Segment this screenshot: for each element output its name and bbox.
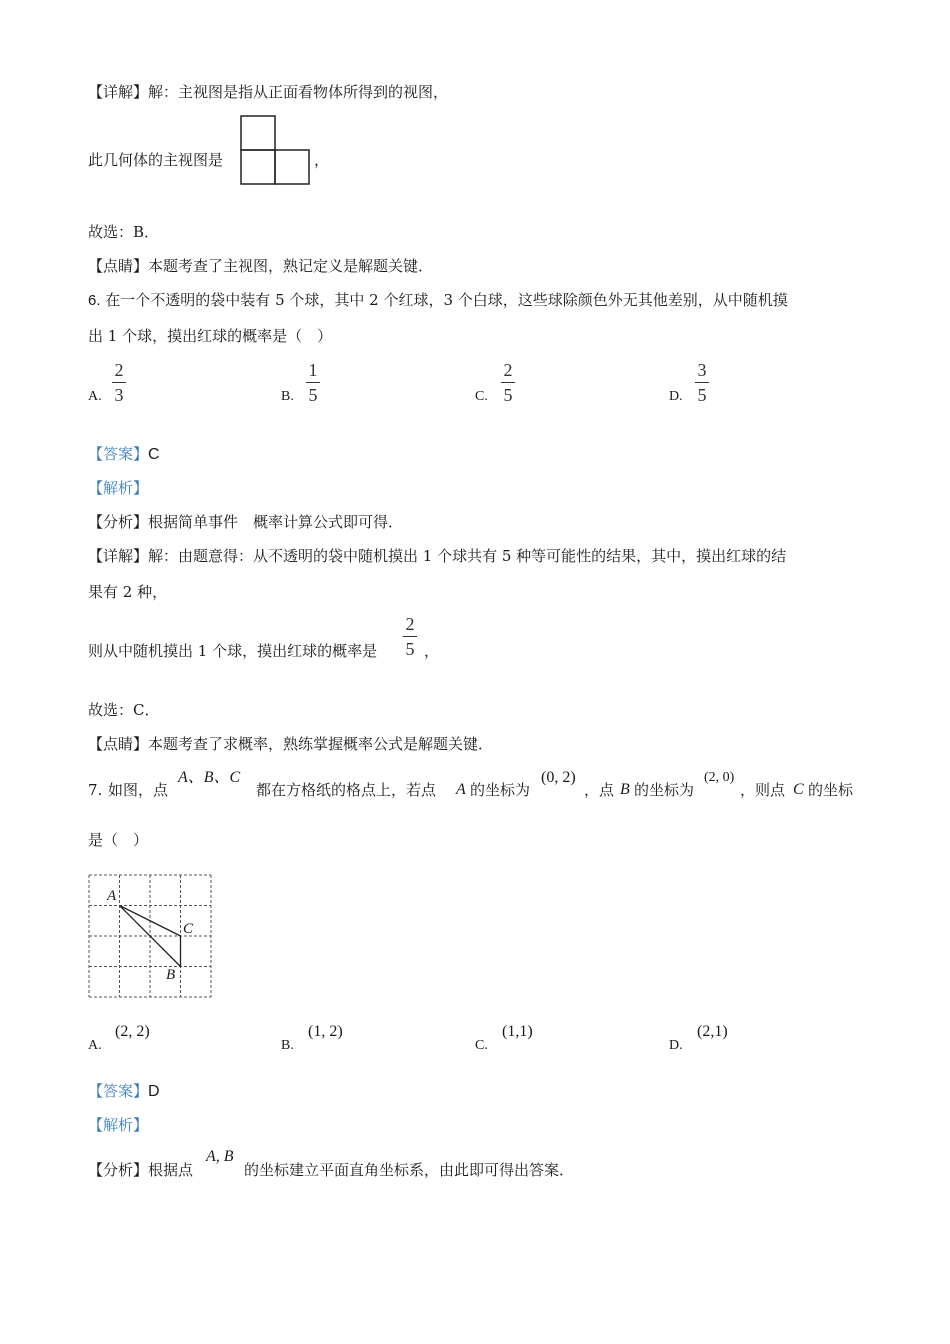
q6-option-b-num: 1 (308, 360, 318, 380)
main-view-prefix: 此几何体的主视图是 (88, 151, 224, 169)
q7-point-a: A (456, 781, 466, 798)
q7-fenxi-label-text (88, 1160, 193, 1180)
q6-detail-line2: 果有 2 种， (88, 583, 168, 601)
q6-option-a-fraction (112, 360, 126, 405)
q7-stem-line2: 是（ ） (88, 831, 149, 849)
q7-option-c-value: (1,1) (502, 1023, 533, 1040)
q6-stem-text1: 在一个不透明的袋中装有 5 个球，其中 2 个红球，3 个白球，这些球除颜色外无其他差别，从中随机摸 (105, 291, 788, 309)
q6-answer-label: 【答案】 (88, 445, 149, 463)
q6-option-d-num: 3 (697, 360, 707, 380)
q7-stem-d: ，点 (584, 781, 615, 799)
q7-fenxi-label: 【分析】 (88, 1161, 149, 1179)
q7-option-d-label: D. (669, 1038, 683, 1053)
q6-option-d-label: D. (669, 389, 683, 404)
q7-option-d-value: (2,1) (697, 1023, 728, 1040)
comment-text: 本题考查了主视图，熟记定义是解题关键． (148, 257, 434, 275)
q6-option-c-den: 5 (503, 385, 513, 405)
q6-fenxi-label: 【分析】 (88, 513, 149, 531)
q6-option-c-num: 2 (503, 360, 513, 380)
q6-option-b-label: B. (281, 389, 294, 404)
q7-point-c: C (793, 781, 804, 798)
main-view-figure (238, 114, 312, 188)
q7-stem-g: 的坐标 (808, 781, 854, 799)
q7-stem-b: 都在方格纸的格点上，若点 (256, 781, 437, 799)
q6-comment-line (88, 734, 493, 754)
q6-detail-num: 2 (405, 614, 415, 634)
q6-option-c-label: C. (475, 389, 488, 404)
q6-comment-label: 【点睛】 (88, 735, 149, 753)
detail-label: 【详解】 (88, 83, 149, 101)
q6-comment-text: 本题考查了求概率，熟练掌握概率公式是解题关键． (148, 735, 494, 753)
q6-option-b-fraction (306, 360, 320, 405)
comment-label: 【点睛】 (88, 257, 149, 275)
q6-option-a-label: A. (88, 389, 102, 404)
q7-fenxi-a: 根据点 (148, 1161, 194, 1179)
q6-option-b-den: 5 (308, 385, 318, 405)
q6-analysis-label: 【解析】 (88, 479, 149, 497)
q7-answer-line (88, 1081, 160, 1102)
comment-line (88, 256, 433, 276)
q6-answer: C (148, 446, 160, 463)
q7-stem-f: ，则点 (740, 781, 786, 799)
q6-detail-line1 (88, 546, 786, 566)
q7-point-b: B (620, 781, 630, 798)
q6-option-a-num: 2 (114, 360, 124, 380)
q7-grid-figure (86, 872, 216, 1002)
q7-option-a-label: A. (88, 1038, 102, 1053)
q7-coord-b: (2, 0) (704, 770, 735, 785)
q7-coord-a: (0, 2) (541, 769, 576, 786)
q7-fig-label-b: B (166, 967, 176, 983)
q7-stem-c: 的坐标为 (470, 781, 531, 799)
q7-option-a-value: (2, 2) (115, 1023, 150, 1040)
q6-stem-line1 (88, 290, 788, 311)
q6-detail-label: 【详解】 (88, 547, 149, 565)
q6-option-d-den: 5 (697, 385, 707, 405)
q6-option-d-fraction (695, 360, 709, 405)
q6-detail-text1: 解：由题意得：从不透明的袋中随机摸出 1 个球共有 5 种等可能性的结果，其中，摸出红球的结 (148, 547, 787, 565)
q7-option-b-value: (1, 2) (308, 1023, 343, 1040)
q6-fenxi-line (88, 512, 403, 532)
q7-grid-svg (86, 872, 216, 1002)
q7-fig-label-c: C (183, 921, 194, 937)
q7-answer: D (148, 1083, 160, 1100)
choose-line: 故选：B． (88, 223, 160, 241)
q6-detail-end: ， (424, 642, 440, 660)
q7-fenxi-b: 的坐标建立平面直角坐标系，由此即可得出答案． (244, 1161, 575, 1179)
q7-answer-label: 【答案】 (88, 1082, 149, 1100)
q6-fenxi-text: 根据简单事件 概率计算公式即可得． (148, 513, 404, 531)
q6-detail-fraction (403, 614, 417, 659)
q6-option-a-den: 3 (114, 385, 124, 405)
q6-choose: 故选：C． (88, 701, 160, 719)
main-view-suffix: ， (314, 151, 330, 169)
q7-fenxi-points: A, B (206, 1148, 234, 1165)
q7-analysis-label: 【解析】 (88, 1116, 149, 1134)
q6-stem-line2: 出 1 个球，摸出红球的概率是（ ） (88, 327, 333, 345)
q7-option-c-label: C. (475, 1038, 488, 1053)
q6-answer-line (88, 444, 160, 465)
q7-points-abc: A、B、C (178, 769, 241, 786)
q6-number: 6. (88, 292, 101, 309)
q6-option-c-fraction (501, 360, 515, 405)
q7-fig-label-a: A (107, 888, 117, 904)
q7-option-b-label: B. (281, 1038, 294, 1053)
q6-detail-den: 5 (405, 639, 415, 659)
detail-line (88, 82, 448, 102)
q7-number: 7. (88, 781, 103, 799)
q6-detail-line3: 则从中随机摸出 1 个球，摸出红球的概率是 (88, 642, 378, 660)
detail-text: 解：主视图是指从正面看物体所得到的视图， (148, 83, 449, 101)
q7-stem-e: 的坐标为 (634, 781, 695, 799)
q7-stem-a: 如图，点 (108, 781, 169, 799)
